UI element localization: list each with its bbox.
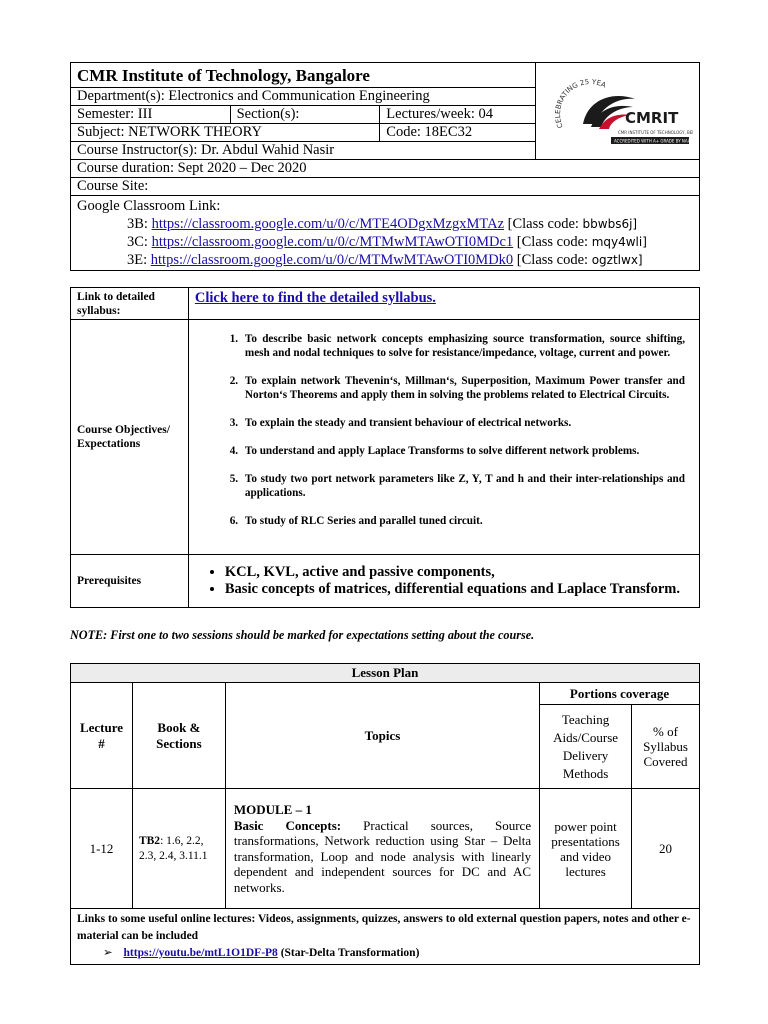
prerequisites-cell (188, 555, 699, 608)
course-duration: Course duration: Sept 2020 – Dec 2020 (71, 160, 700, 178)
semester: Semester: III (71, 106, 231, 124)
prerequisite-item: • Basic concepts of matrices, differential equations and Laplace Transform. (225, 581, 693, 598)
classroom-line-3e: 3E: https://classroom.google.com/u/0/c/MTMwMTAwOTI0MDk0 [Class code: ogztlwx] (127, 252, 643, 268)
course-code: Code: 18EC32 (380, 124, 536, 142)
detailed-syllabus-link[interactable]: Click here to find the detailed syllabus. (194, 290, 436, 306)
arrow-bullet-icon: ➢ (103, 947, 113, 959)
syllabus-table (70, 287, 700, 608)
col-lecture: Lecture # (71, 683, 133, 789)
department: Department(s): Electronics and Communication Engineering (71, 88, 536, 106)
youtube-link-desc: (Star-Delta Transformation) (280, 947, 420, 959)
section: Section(s): (230, 106, 380, 124)
classroom-link-3c[interactable]: https://classroom.google.com/u/0/c/MTMwMTAwOTI0MDc1 (151, 234, 514, 250)
classroom-line-3b: 3B: https://classroom.google.com/u/0/c/MTE4ODgxMzgxMTAz [Class code: bbwbs6j] (127, 216, 638, 232)
prerequisites-label: Prerequisites (71, 555, 189, 608)
cmrit-logo-icon (543, 69, 693, 149)
course-site: Course Site: (71, 178, 700, 196)
objectives-list (195, 332, 693, 528)
module-title: MODULE – 1 (233, 802, 312, 817)
topic-body: Practical sources, Source transformations, Network reduction using Star – Delta transformation, Loop and node analysis with linearly dependent and independent sources for DC and AC networks. (233, 817, 532, 895)
logo-brand: CMRIT (624, 108, 678, 127)
classroom-label: Google Classroom Link: (77, 198, 221, 214)
col-topics: Topics (225, 683, 539, 789)
online-lectures-cell (71, 909, 700, 965)
objectives-cell (188, 320, 699, 555)
objective-item: 6. To study of RLC Series and parallel tuned circuit. (241, 514, 685, 528)
objectives-label: Course Objectives/ Expectations (71, 320, 189, 555)
cmrit-logo (536, 63, 700, 160)
class-code-3e: ogztlwx] (591, 253, 643, 267)
objective-item: 5. To study two port network parameters like Z, Y, T and h and their inter-relationships and applications. (241, 472, 685, 500)
lesson-plan-table (70, 663, 700, 965)
subject: Subject: NETWORK THEORY (71, 124, 380, 142)
class-code-3b: bbwbs6j] (582, 217, 638, 231)
expectations-note: NOTE: First one to two sessions should be marked for expectations setting about the course. (70, 628, 535, 642)
col-syllabus-percent: % of Syllabus Covered (632, 705, 700, 789)
classroom-link-3e[interactable]: https://classroom.google.com/u/0/c/MTMwMTAwOTI0MDk0 (150, 252, 514, 268)
objective-item: 2. To explain network Thevenin‘s, Millman‘s, Superposition, Maximum Power transfer and Norton‘s Theorems and apply them in solving the problems related to Electrical Circuits. (241, 374, 685, 402)
institute-name: CMR Institute of Technology, Bangalore (71, 63, 536, 88)
objective-item: 3. To explain the steady and transient behaviour of electrical networks. (241, 416, 685, 430)
topic-heading: Basic Concepts: (233, 817, 342, 833)
course-header-table (70, 62, 700, 271)
col-book-sections: Book & Sections (132, 683, 225, 789)
online-lectures-text: Links to some useful online lectures: Videos, assignments, quizzes, answers to old external question papers, notes and other e-material can be included (77, 913, 691, 942)
prerequisite-item: • KCL, KVL, active and passive components, (225, 564, 693, 581)
syllabus-link-label: Link to detailed syllabus: (71, 288, 189, 320)
class-code-3c: mqy4wli] (591, 235, 647, 249)
table-row (71, 789, 700, 909)
lecture-number: 1-12 (71, 789, 133, 909)
objective-item: 4. To understand and apply Laplace Transforms to solve different network problems. (241, 444, 685, 458)
youtube-link[interactable]: https://youtu.be/mtL1O1DF-P8 (123, 947, 278, 959)
lesson-plan-title: Lesson Plan (71, 664, 700, 683)
logo-arc-text: CELEBRATING 25 YEA (553, 77, 607, 129)
topics-cell (225, 789, 539, 909)
col-portions-coverage: Portions coverage (540, 683, 700, 705)
objective-item: 1. To describe basic network concepts emphasizing source transformation, source shifting, mesh and nodal techniques to solve for resistance/impedance, voltage, current and power. (241, 332, 685, 360)
course-instructor: Course Instructor(s): Dr. Abdul Wahid Nasir (71, 142, 536, 160)
syllabus-percent: 20 (632, 789, 700, 909)
lectures-per-week: Lectures/week: 04 (380, 106, 536, 124)
logo-naac-badge: ACCREDITED WITH A+ GRADE BY NAAC (613, 138, 693, 143)
prerequisites-list (195, 564, 693, 598)
classroom-link-3b[interactable]: https://classroom.google.com/u/0/c/MTE4ODgxMzgxMTAz (151, 216, 505, 232)
book-sections: TB2: 1.6, 2.2, 2.3, 2.4, 3.11.1 (132, 789, 225, 909)
classroom-line-3c: 3C: https://classroom.google.com/u/0/c/MTMwMTAwOTI0MDc1 [Class code: mqy4wli] (127, 234, 647, 250)
col-teaching-aids: Teaching Aids/Course Delivery Methods (540, 705, 632, 789)
logo-tagline: CMR INSTITUTE OF TECHNOLOGY, BE (617, 129, 692, 135)
google-classroom-links (71, 196, 700, 271)
teaching-aids: power point presentations and video lectures (540, 789, 632, 909)
